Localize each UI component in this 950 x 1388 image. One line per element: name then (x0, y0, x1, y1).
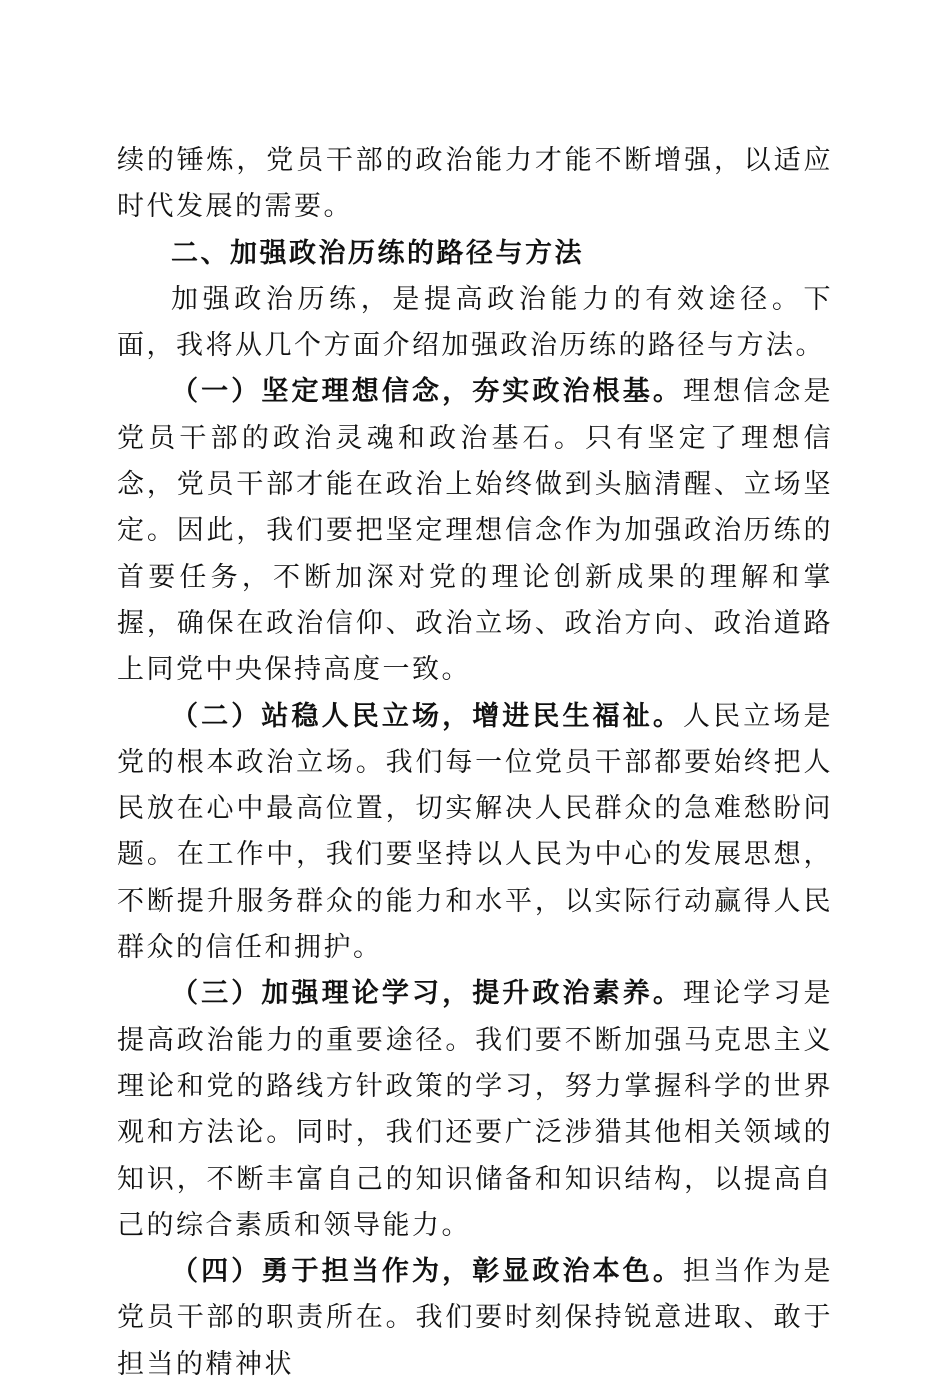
paragraph-point-3 (117, 971, 833, 1249)
point-lead-sentence: （一）坚定理想信念，夯实政治根基。 (171, 376, 684, 408)
point-lead-sentence: （四）勇于担当作为，彰显政治本色。 (171, 1256, 684, 1288)
point-lead-sentence: （二）站稳人民立场，增进民生福祉。 (171, 700, 684, 732)
paragraph-text: 加强政治历练，是提高政治能力的有效途径。下面，我将从几个方面介绍加强政治历练的路径与方法。 (117, 283, 833, 362)
paragraph-continuation (117, 138, 833, 231)
paragraph-point-1 (117, 369, 833, 693)
paragraph-intro (117, 277, 833, 370)
section-heading (117, 231, 833, 277)
paragraph-text: 理想信念是党员干部的政治灵魂和政治基石。只有坚定了理想信念，党员干部才能在政治上始终做到头脑清醒、立场坚定。因此，我们要把坚定理想信念作为加强政治历练的首要任务，不断加深对党的理论创新成果的理解和掌握，确保在政治信仰、政治立场、政治方向、政治道路上同党中央保持高度一致。 (117, 376, 834, 686)
paragraph-text: 担当作为是党员干部的职责所在。我们要时刻保持锐意进取、敢于担当的精神状 (117, 1256, 834, 1380)
document-body (117, 138, 833, 1388)
paragraph-text: 人民立场是党的根本政治立场。我们每一位党员干部都要始终把人民放在心中最高位置，切实解决人民群众的急难愁盼问题。在工作中，我们要坚持以人民为中心的发展思想，不断提升服务群众的能力和水平，以实际行动赢得人民群众的信任和拥护。 (117, 700, 834, 964)
section-heading-text: 二、加强政治历练的路径与方法 (171, 237, 584, 269)
paragraph-point-4 (117, 1249, 833, 1388)
paragraph-text: 理论学习是提高政治能力的重要途径。我们要不断加强马克思主义理论和党的路线方针政策的学习，努力掌握科学的世界观和方法论。同时，我们还要广泛涉猎其他相关领域的知识，不断丰富自己的知识储备和知识结构，以提高自己的综合素质和领导能力。 (117, 978, 834, 1241)
paragraph-text: 续的锤炼，党员干部的政治能力才能不断增强，以适应时代发展的需要。 (117, 145, 833, 223)
paragraph-point-2 (117, 694, 833, 972)
point-lead-sentence: （三）加强理论学习，提升政治素养。 (171, 978, 684, 1010)
